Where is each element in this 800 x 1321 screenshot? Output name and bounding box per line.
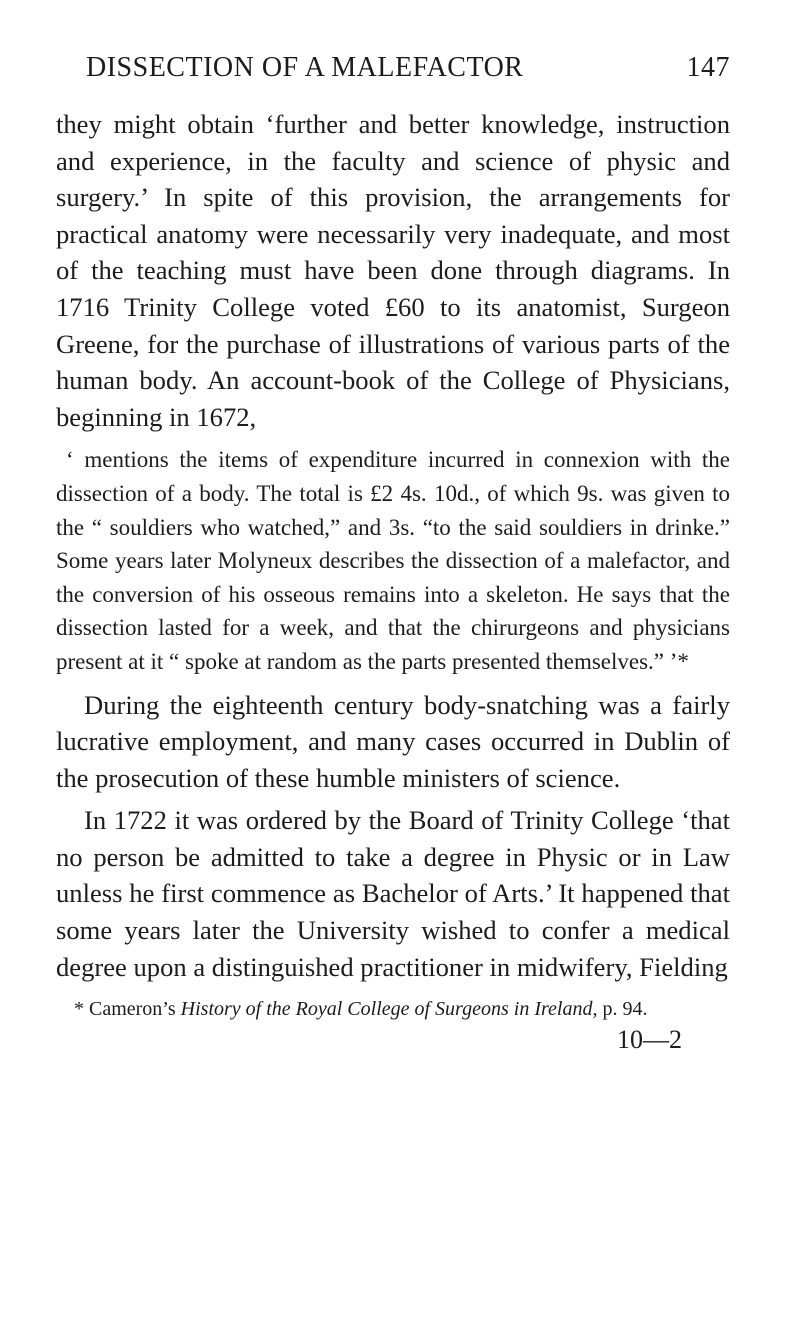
book-page [56,52,730,1055]
footnote-page: p. 94. [597,998,648,1021]
footnote-title: History of the Royal College of Surgeons in Ireland, [180,998,598,1021]
paragraph-1: they might obtain ‘further and better knowledge, instruction and experience, in the faculty and science of physic and surgery.’ In spite of this provision, the arrangements for practical anatomy were necessarily very inadequate, and most of the teaching must have been done through diagrams. In 1716 Trinity College voted £60 to its anatomist, Surgeon Greene, for the purchase of illustrations of various parts of the human body. An account-book of the College of Physicians, beginning in 1672, [56,109,730,432]
printer-signature: 10—2 [617,1025,682,1055]
block-quote: ‘ mentions the items of expenditure incurred in connexion with the dissection of a body. The total is £2 4s. 10d., of which 9s. was given to the “ souldiers who watched,” and 3s. “to the said souldiers in drinke.” Some years later Molyneux describes the dissection of a malefactor, and the conversion of his osseous remains into a skeleton. He says that the dissection lasted for a week, and that the chirurgeons and physicians present at it “ spoke at random as the parts presented themselves.” ’* [56,447,730,674]
paragraph-2: During the eighteenth century body-snatching was a fairly lucrative employment, and many cases occurred in Dublin of the prosecution of these humble ministers of science. [56,689,730,793]
running-head [56,52,730,84]
footnote-marker: * Cameron’s [74,998,181,1021]
footnote [56,997,730,1021]
running-title: DISSECTION OF A MALEFACTOR [86,52,524,83]
page-number: 147 [686,52,730,83]
paragraph-3: In 1722 it was ordered by the Board of Trinity College ‘that no person be admitted to take a degree in Physic or in Law unless he first commence as Bachelor of Arts.’ It happened that some years later the University wished to confer a medical degree upon a distinguished practitioner in midwifery, Fielding [56,805,730,982]
